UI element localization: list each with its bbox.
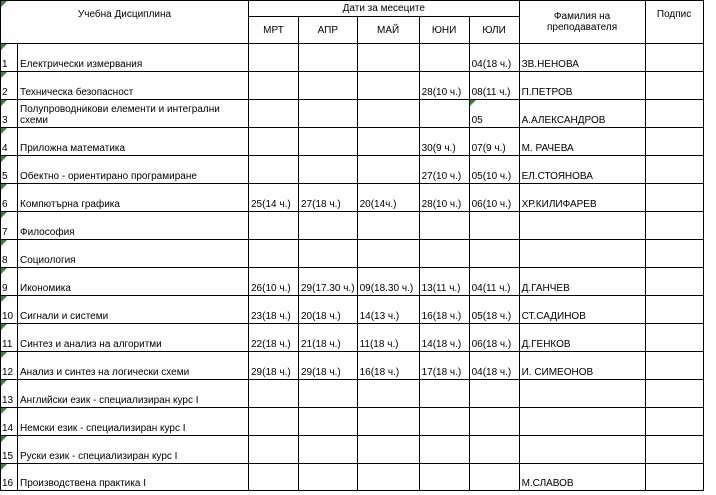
teacher-cell	[519, 380, 645, 408]
date-jun	[419, 408, 469, 436]
date-jul: 04(18 ч.)	[469, 44, 519, 72]
cell-comment-marker	[1, 184, 7, 190]
date-may: 14(13 ч.)	[357, 296, 419, 324]
date-mrt	[249, 436, 299, 464]
date-jun: 14(18 ч.)	[419, 324, 469, 352]
cell-comment-marker	[1, 72, 7, 78]
header-discipline: Учебна Дисциплина	[1, 1, 249, 44]
subject-cell: Анализ и синтез на логически схеми	[18, 352, 249, 380]
subject-cell: Социология	[18, 240, 249, 268]
row-number: 8	[1, 240, 18, 268]
date-jul	[469, 464, 519, 491]
date-may	[357, 380, 419, 408]
date-jul: 05(18 ч.)	[469, 296, 519, 324]
date-jul	[469, 436, 519, 464]
teacher-cell	[519, 436, 645, 464]
date-apr	[299, 128, 358, 156]
date-apr: 29(17.30 ч.)	[299, 268, 358, 296]
subject-cell: Сигнали и системи	[18, 296, 249, 324]
date-jul	[469, 240, 519, 268]
date-jul: 05	[469, 100, 519, 128]
teacher-cell	[519, 408, 645, 436]
header-month-apr: АПР	[299, 17, 358, 44]
table-row	[1, 184, 704, 212]
teacher-cell: А.АЛЕКСАНДРОВ	[519, 100, 645, 128]
table-row	[1, 380, 704, 408]
teacher-cell: ЕЛ.СТОЯНОВА	[519, 156, 645, 184]
row-number: 7	[1, 212, 18, 240]
date-jun: 27(10 ч.)	[419, 156, 469, 184]
cell-comment-marker	[1, 324, 7, 330]
date-apr: 29(18 ч.)	[299, 352, 358, 380]
teacher-cell: ЗВ.НЕНОВА	[519, 44, 645, 72]
row-number: 5	[1, 156, 18, 184]
subject-cell: Руски език - специализиран курс I	[18, 436, 249, 464]
signature-cell	[645, 44, 703, 72]
date-jun	[419, 464, 469, 491]
header-dates-group: Дати за месеците	[249, 1, 520, 17]
date-apr	[299, 72, 358, 100]
date-may: 11(18 ч.)	[357, 324, 419, 352]
table-body	[1, 44, 704, 491]
date-may	[357, 156, 419, 184]
row-number: 13	[1, 380, 18, 408]
date-jul: 04(11 ч.)	[469, 268, 519, 296]
date-apr: 27(18 ч.)	[299, 184, 358, 212]
date-jun	[419, 380, 469, 408]
table-row	[1, 240, 704, 268]
teacher-cell	[519, 240, 645, 268]
date-may: 20(14ч.)	[357, 184, 419, 212]
date-jun: 13(11 ч.)	[419, 268, 469, 296]
cell-comment-marker	[1, 1, 7, 7]
date-mrt	[249, 240, 299, 268]
subject-cell: Полупроводникови елементи и интегрални схеми	[18, 100, 249, 128]
signature-cell	[645, 240, 703, 268]
cell-comment-marker	[1, 100, 7, 106]
signature-cell	[645, 184, 703, 212]
row-number: 12	[1, 352, 18, 380]
cell-comment-marker	[470, 100, 476, 106]
date-jul: 05(10 ч.)	[469, 156, 519, 184]
date-apr	[299, 408, 358, 436]
subject-cell: Електрически измервания	[18, 44, 249, 72]
date-may	[357, 464, 419, 491]
subject-cell: Производствена практика I	[18, 464, 249, 491]
row-number: 11	[1, 324, 18, 352]
date-jun: 30(9 ч.)	[419, 128, 469, 156]
cell-comment-marker	[1, 436, 7, 442]
subject-cell: Техническа безопасност	[18, 72, 249, 100]
date-jun	[419, 436, 469, 464]
date-jul: 06(10 ч.)	[469, 184, 519, 212]
date-jun: 17(18 ч.)	[419, 352, 469, 380]
signature-cell	[645, 380, 703, 408]
teacher-cell: М.СЛАВОВ	[519, 464, 645, 491]
row-number: 6	[1, 184, 18, 212]
teacher-cell: СТ.САДИНОВ	[519, 296, 645, 324]
table-row	[1, 352, 704, 380]
table-row	[1, 296, 704, 324]
date-mrt: 23(18 ч.)	[249, 296, 299, 324]
table-row	[1, 212, 704, 240]
table-row	[1, 268, 704, 296]
header-month-may: МАЙ	[357, 17, 419, 44]
row-number: 14	[1, 408, 18, 436]
date-may	[357, 212, 419, 240]
date-mrt	[249, 380, 299, 408]
table-row	[1, 156, 704, 184]
signature-cell	[645, 352, 703, 380]
signature-cell	[645, 296, 703, 324]
subject-cell: Английски език - специализиран курс I	[18, 380, 249, 408]
date-jul	[469, 212, 519, 240]
table-row	[1, 436, 704, 464]
header-teacher: Фамилия на преподавателя	[519, 1, 645, 44]
date-mrt: 22(18 ч.)	[249, 324, 299, 352]
date-may	[357, 44, 419, 72]
date-mrt: 26(10 ч.)	[249, 268, 299, 296]
cell-comment-marker	[1, 408, 7, 414]
table-row	[1, 128, 704, 156]
cell-comment-marker	[1, 44, 7, 50]
date-may	[357, 128, 419, 156]
row-number: 1	[1, 44, 18, 72]
date-may	[357, 100, 419, 128]
date-jun: 28(10 ч.)	[419, 72, 469, 100]
header-month-jun: ЮНИ	[419, 17, 469, 44]
date-mrt	[249, 72, 299, 100]
date-apr: 21(18 ч.)	[299, 324, 358, 352]
cell-comment-marker	[1, 352, 7, 358]
date-mrt	[249, 156, 299, 184]
signature-cell	[645, 100, 703, 128]
header-month-jul: ЮЛИ	[469, 17, 519, 44]
subject-cell: Обектно - ориентирано програмиране	[18, 156, 249, 184]
date-apr	[299, 464, 358, 491]
signature-cell	[645, 72, 703, 100]
date-jul	[469, 380, 519, 408]
teacher-cell: Д.ГЕНКОВ	[519, 324, 645, 352]
signature-cell	[645, 128, 703, 156]
row-number: 15	[1, 436, 18, 464]
subject-cell: Немски език - специализиран курс I	[18, 408, 249, 436]
subject-cell: Философия	[18, 212, 249, 240]
date-jul: 08(11 ч.)	[469, 72, 519, 100]
cell-comment-marker	[1, 380, 7, 386]
date-jun: 28(10 ч.)	[419, 184, 469, 212]
date-mrt: 29(18 ч.)	[249, 352, 299, 380]
teacher-cell: М. РАЧЕВА	[519, 128, 645, 156]
date-may	[357, 436, 419, 464]
table-row	[1, 324, 704, 352]
date-mrt: 25(14 ч.)	[249, 184, 299, 212]
teacher-cell: П.ПЕТРОВ	[519, 72, 645, 100]
cell-comment-marker	[1, 296, 7, 302]
date-apr	[299, 44, 358, 72]
row-number: 9	[1, 268, 18, 296]
date-may	[357, 408, 419, 436]
signature-cell	[645, 324, 703, 352]
signature-cell	[645, 408, 703, 436]
date-mrt	[249, 128, 299, 156]
date-mrt	[249, 44, 299, 72]
date-jul	[469, 408, 519, 436]
teacher-cell: И. СИМЕОНОВ	[519, 352, 645, 380]
signature-cell	[645, 268, 703, 296]
date-mrt	[249, 464, 299, 491]
date-mrt	[249, 100, 299, 128]
date-may: 09(18.30 ч.)	[357, 268, 419, 296]
signature-cell	[645, 212, 703, 240]
signature-cell	[645, 436, 703, 464]
cell-comment-marker	[1, 156, 7, 162]
table-row	[1, 44, 704, 72]
date-jul: 07(9 ч.)	[469, 128, 519, 156]
date-jul: 06(18 ч.)	[469, 324, 519, 352]
table-row	[1, 408, 704, 436]
subject-cell: Синтез и анализ на алгоритми	[18, 324, 249, 352]
date-apr: 20(18 ч.)	[299, 296, 358, 324]
date-apr	[299, 212, 358, 240]
teacher-cell: Д.ГАНЧЕВ	[519, 268, 645, 296]
date-apr	[299, 436, 358, 464]
date-jul: 04(18 ч.)	[469, 352, 519, 380]
date-jun: 16(18 ч.)	[419, 296, 469, 324]
row-number: 16	[1, 464, 18, 491]
date-jun	[419, 44, 469, 72]
cell-comment-marker	[1, 240, 7, 246]
row-number: 3	[1, 100, 18, 128]
subject-cell: Приложна математика	[18, 128, 249, 156]
table-row	[1, 100, 704, 128]
date-mrt	[249, 408, 299, 436]
teacher-cell: ХР.КИЛИФАРЕВ	[519, 184, 645, 212]
date-apr	[299, 240, 358, 268]
cell-comment-marker	[1, 464, 7, 470]
date-apr	[299, 100, 358, 128]
signature-cell	[645, 156, 703, 184]
header-month-mrt: МРТ	[249, 17, 299, 44]
date-jun	[419, 240, 469, 268]
row-number: 2	[1, 72, 18, 100]
subject-cell: Компютърна графика	[18, 184, 249, 212]
date-may	[357, 240, 419, 268]
date-jun	[419, 100, 469, 128]
date-mrt	[249, 212, 299, 240]
row-number: 10	[1, 296, 18, 324]
date-apr	[299, 156, 358, 184]
header-signature: Подпис	[645, 1, 703, 44]
date-apr	[299, 380, 358, 408]
signature-cell	[645, 464, 703, 491]
subject-cell: Икономика	[18, 268, 249, 296]
table-row	[1, 72, 704, 100]
date-jun	[419, 212, 469, 240]
teacher-cell	[519, 212, 645, 240]
date-may	[357, 72, 419, 100]
date-may: 16(18 ч.)	[357, 352, 419, 380]
table-row	[1, 464, 704, 491]
cell-comment-marker	[1, 128, 7, 134]
row-number: 4	[1, 128, 18, 156]
cell-comment-marker	[1, 212, 7, 218]
cell-comment-marker	[1, 268, 7, 274]
